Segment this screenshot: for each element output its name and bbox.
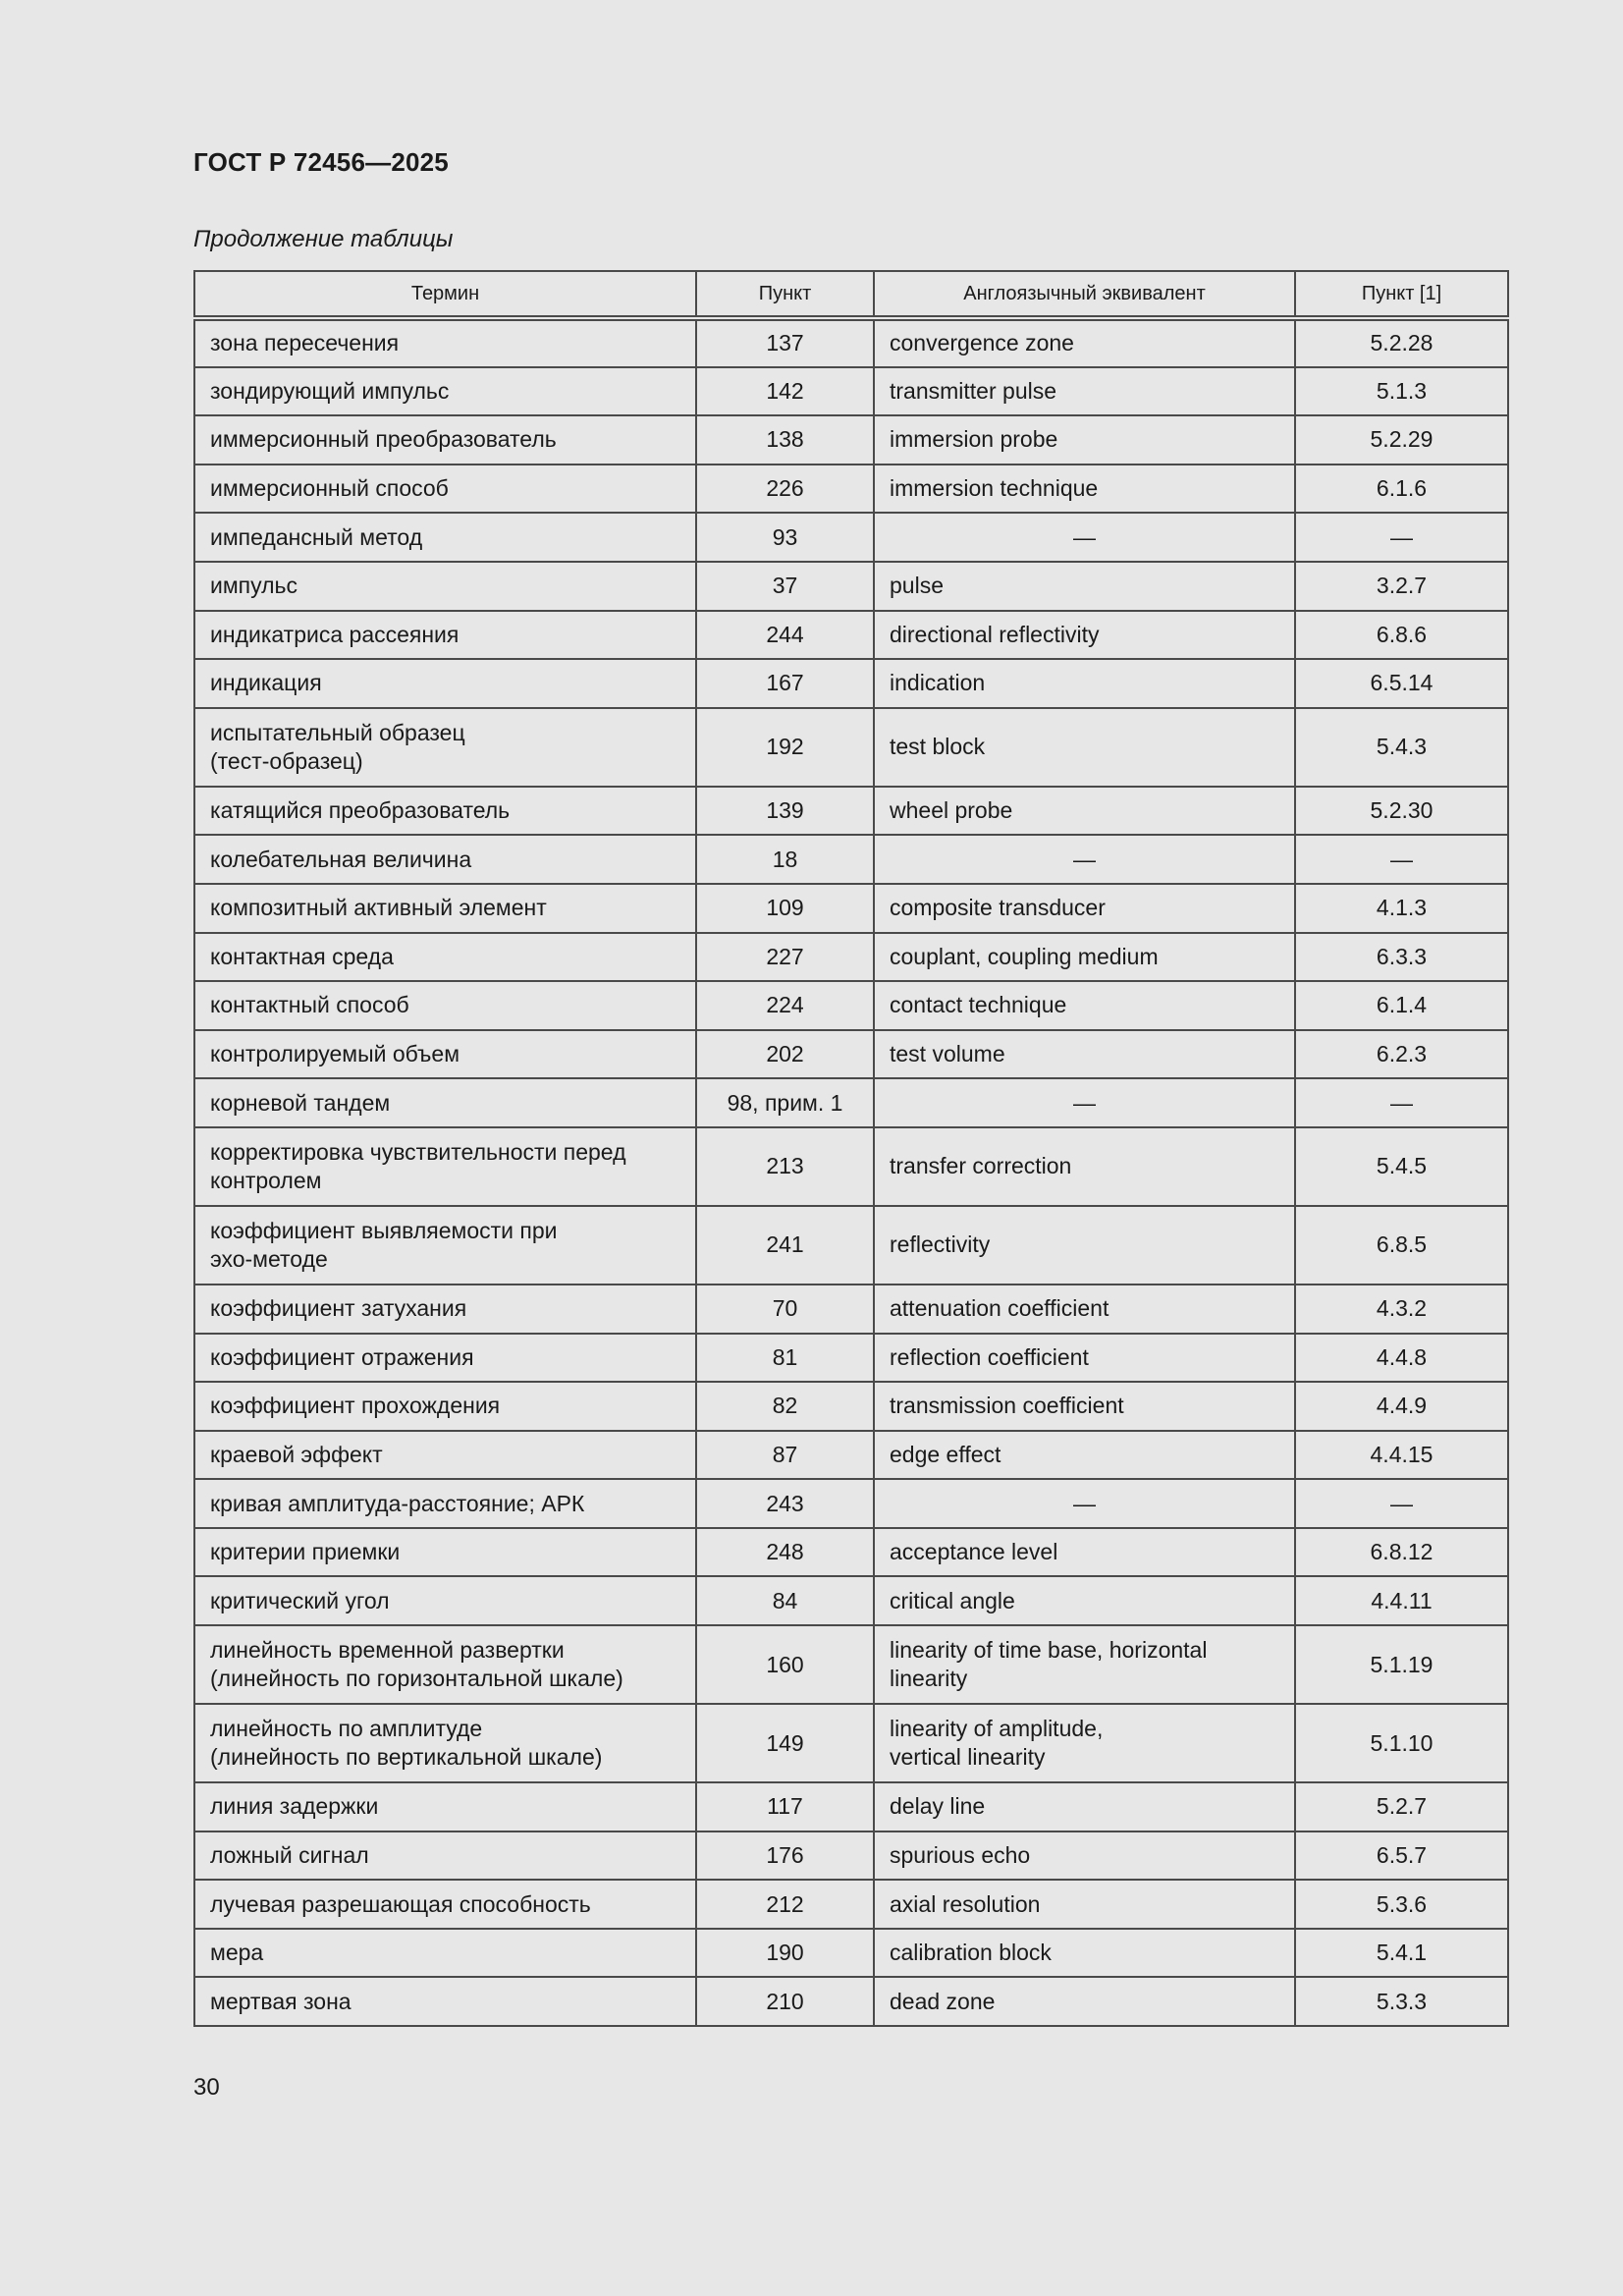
english-equivalent-cell: couplant, coupling medium (874, 933, 1295, 982)
clause-cell: 167 (696, 659, 874, 708)
reference-clause-cell: 4.4.9 (1295, 1382, 1508, 1431)
clause-cell: 98, прим. 1 (696, 1078, 874, 1127)
clause-cell: 190 (696, 1929, 874, 1978)
clause-cell: 160 (696, 1625, 874, 1704)
table-row (194, 513, 1508, 562)
english-equivalent-cell: delay line (874, 1782, 1295, 1831)
term-cell: импедансный метод (194, 513, 696, 562)
english-equivalent-cell: immersion technique (874, 465, 1295, 514)
english-equivalent-cell: — (874, 1078, 1295, 1127)
table-header-row (194, 271, 1508, 318)
english-equivalent-cell: edge effect (874, 1431, 1295, 1480)
clause-cell: 37 (696, 562, 874, 611)
reference-clause-cell: 5.1.10 (1295, 1704, 1508, 1782)
clause-cell: 109 (696, 884, 874, 933)
table-row (194, 659, 1508, 708)
reference-clause-cell: — (1295, 1078, 1508, 1127)
table-row (194, 1977, 1508, 2026)
english-equivalent-cell: reflection coefficient (874, 1334, 1295, 1383)
term-cell: коэффициент затухания (194, 1285, 696, 1334)
clause-cell: 176 (696, 1831, 874, 1881)
terms-table (193, 270, 1509, 2027)
reference-clause-cell: — (1295, 513, 1508, 562)
clause-cell: 84 (696, 1576, 874, 1625)
english-equivalent-cell: linearity of time base, horizontal linearity (874, 1625, 1295, 1704)
table-row (194, 1078, 1508, 1127)
reference-clause-cell: 5.1.3 (1295, 367, 1508, 416)
term-cell: коэффициент выявляемости при эхо-методе (194, 1206, 696, 1285)
english-equivalent-cell: spurious echo (874, 1831, 1295, 1881)
term-cell: линейность временной развертки (линейность по горизонтальной шкале) (194, 1625, 696, 1704)
english-equivalent-cell: contact technique (874, 981, 1295, 1030)
term-cell: ложный сигнал (194, 1831, 696, 1881)
table-row (194, 1704, 1508, 1782)
english-equivalent-cell: acceptance level (874, 1528, 1295, 1577)
term-cell: коэффициент отражения (194, 1334, 696, 1383)
clause-cell: 243 (696, 1479, 874, 1528)
term-cell: иммерсионный способ (194, 465, 696, 514)
clause-cell: 93 (696, 513, 874, 562)
term-cell: контактный способ (194, 981, 696, 1030)
term-cell: импульс (194, 562, 696, 611)
reference-clause-cell: 4.4.11 (1295, 1576, 1508, 1625)
english-equivalent-cell: reflectivity (874, 1206, 1295, 1285)
term-cell: корректировка чувствительности перед контролем (194, 1127, 696, 1206)
table-row (194, 415, 1508, 465)
reference-clause-cell: 5.4.5 (1295, 1127, 1508, 1206)
english-equivalent-cell: wheel probe (874, 787, 1295, 836)
table-row (194, 465, 1508, 514)
english-equivalent-cell: immersion probe (874, 415, 1295, 465)
reference-clause-cell: 5.1.19 (1295, 1625, 1508, 1704)
clause-cell: 87 (696, 1431, 874, 1480)
table-body (194, 318, 1508, 2026)
table-row (194, 1285, 1508, 1334)
document-code: ГОСТ Р 72456—2025 (193, 147, 449, 177)
reference-clause-cell: 5.3.3 (1295, 1977, 1508, 2026)
english-equivalent-cell: critical angle (874, 1576, 1295, 1625)
term-cell: катящийся преобразователь (194, 787, 696, 836)
english-equivalent-cell: transfer correction (874, 1127, 1295, 1206)
table-row (194, 1576, 1508, 1625)
term-cell: кривая амплитуда-расстояние; АРК (194, 1479, 696, 1528)
reference-clause-cell: 3.2.7 (1295, 562, 1508, 611)
clause-cell: 70 (696, 1285, 874, 1334)
clause-cell: 82 (696, 1382, 874, 1431)
reference-clause-cell: 6.1.6 (1295, 465, 1508, 514)
reference-clause-cell: 6.5.14 (1295, 659, 1508, 708)
table-row (194, 884, 1508, 933)
table-continuation-caption: Продолжение таблицы (193, 226, 454, 252)
english-equivalent-cell: calibration block (874, 1929, 1295, 1978)
term-cell: колебательная величина (194, 835, 696, 884)
term-cell: критический угол (194, 1576, 696, 1625)
term-cell: краевой эффект (194, 1431, 696, 1480)
term-cell: лучевая разрешающая способность (194, 1880, 696, 1929)
english-equivalent-cell: indication (874, 659, 1295, 708)
term-cell: коэффициент прохождения (194, 1382, 696, 1431)
column-header-english-equivalent: Англоязычный эквивалент (874, 271, 1295, 318)
clause-cell: 212 (696, 1880, 874, 1929)
english-equivalent-cell: convergence zone (874, 318, 1295, 367)
reference-clause-cell: — (1295, 1479, 1508, 1528)
reference-clause-cell: 5.2.7 (1295, 1782, 1508, 1831)
reference-clause-cell: 6.2.3 (1295, 1030, 1508, 1079)
table-row (194, 708, 1508, 787)
english-equivalent-cell: directional reflectivity (874, 611, 1295, 660)
table-row (194, 562, 1508, 611)
reference-clause-cell: 5.4.1 (1295, 1929, 1508, 1978)
term-cell: мертвая зона (194, 1977, 696, 2026)
term-cell: индикатриса рассеяния (194, 611, 696, 660)
clause-cell: 18 (696, 835, 874, 884)
table-row (194, 1831, 1508, 1881)
column-header-term: Термин (194, 271, 696, 318)
clause-cell: 210 (696, 1977, 874, 2026)
reference-clause-cell: 5.2.29 (1295, 415, 1508, 465)
clause-cell: 227 (696, 933, 874, 982)
reference-clause-cell: 6.3.3 (1295, 933, 1508, 982)
reference-clause-cell: 5.4.3 (1295, 708, 1508, 787)
english-equivalent-cell: — (874, 1479, 1295, 1528)
clause-cell: 142 (696, 367, 874, 416)
table-row (194, 1030, 1508, 1079)
reference-clause-cell: 6.5.7 (1295, 1831, 1508, 1881)
clause-cell: 226 (696, 465, 874, 514)
page-number: 30 (193, 2074, 220, 2101)
table-row (194, 1929, 1508, 1978)
term-cell: корневой тандем (194, 1078, 696, 1127)
english-equivalent-cell: linearity of amplitude, vertical linearity (874, 1704, 1295, 1782)
clause-cell: 137 (696, 318, 874, 367)
clause-cell: 248 (696, 1528, 874, 1577)
term-cell: критерии приемки (194, 1528, 696, 1577)
term-cell: индикация (194, 659, 696, 708)
clause-cell: 81 (696, 1334, 874, 1383)
term-cell: линейность по амплитуде (линейность по вертикальной шкале) (194, 1704, 696, 1782)
term-cell: зондирующий импульс (194, 367, 696, 416)
clause-cell: 117 (696, 1782, 874, 1831)
table-row (194, 318, 1508, 367)
table-row (194, 1782, 1508, 1831)
term-cell: зона пересечения (194, 318, 696, 367)
english-equivalent-cell: pulse (874, 562, 1295, 611)
clause-cell: 138 (696, 415, 874, 465)
english-equivalent-cell: transmitter pulse (874, 367, 1295, 416)
clause-cell: 224 (696, 981, 874, 1030)
table-row (194, 1127, 1508, 1206)
table-row (194, 1880, 1508, 1929)
table-row (194, 1479, 1508, 1528)
table-row (194, 787, 1508, 836)
table-row (194, 981, 1508, 1030)
clause-cell: 241 (696, 1206, 874, 1285)
english-equivalent-cell: dead zone (874, 1977, 1295, 2026)
reference-clause-cell: 6.8.6 (1295, 611, 1508, 660)
table-row (194, 1528, 1508, 1577)
clause-cell: 139 (696, 787, 874, 836)
reference-clause-cell: 4.4.15 (1295, 1431, 1508, 1480)
clause-cell: 213 (696, 1127, 874, 1206)
clause-cell: 202 (696, 1030, 874, 1079)
column-header-reference-clause: Пункт [1] (1295, 271, 1508, 318)
english-equivalent-cell: test block (874, 708, 1295, 787)
english-equivalent-cell: transmission coefficient (874, 1382, 1295, 1431)
reference-clause-cell: 6.8.5 (1295, 1206, 1508, 1285)
table-row (194, 1625, 1508, 1704)
table-row (194, 1382, 1508, 1431)
reference-clause-cell: 5.3.6 (1295, 1880, 1508, 1929)
term-cell: композитный активный элемент (194, 884, 696, 933)
reference-clause-cell: 5.2.28 (1295, 318, 1508, 367)
term-cell: испытательный образец (тест-образец) (194, 708, 696, 787)
term-cell: контактная среда (194, 933, 696, 982)
reference-clause-cell: 4.4.8 (1295, 1334, 1508, 1383)
english-equivalent-cell: — (874, 835, 1295, 884)
table-row (194, 835, 1508, 884)
english-equivalent-cell: — (874, 513, 1295, 562)
reference-clause-cell: 6.8.12 (1295, 1528, 1508, 1577)
table-row (194, 1206, 1508, 1285)
table-row (194, 611, 1508, 660)
english-equivalent-cell: axial resolution (874, 1880, 1295, 1929)
reference-clause-cell: 6.1.4 (1295, 981, 1508, 1030)
clause-cell: 149 (696, 1704, 874, 1782)
term-cell: линия задержки (194, 1782, 696, 1831)
table-row (194, 933, 1508, 982)
english-equivalent-cell: composite transducer (874, 884, 1295, 933)
term-cell: мера (194, 1929, 696, 1978)
english-equivalent-cell: attenuation coefficient (874, 1285, 1295, 1334)
reference-clause-cell: 4.3.2 (1295, 1285, 1508, 1334)
reference-clause-cell: 4.1.3 (1295, 884, 1508, 933)
table-row (194, 1334, 1508, 1383)
reference-clause-cell: 5.2.30 (1295, 787, 1508, 836)
table-row (194, 1431, 1508, 1480)
term-cell: иммерсионный преобразователь (194, 415, 696, 465)
term-cell: контролируемый объем (194, 1030, 696, 1079)
clause-cell: 192 (696, 708, 874, 787)
clause-cell: 244 (696, 611, 874, 660)
column-header-clause: Пункт (696, 271, 874, 318)
english-equivalent-cell: test volume (874, 1030, 1295, 1079)
reference-clause-cell: — (1295, 835, 1508, 884)
table-row (194, 367, 1508, 416)
